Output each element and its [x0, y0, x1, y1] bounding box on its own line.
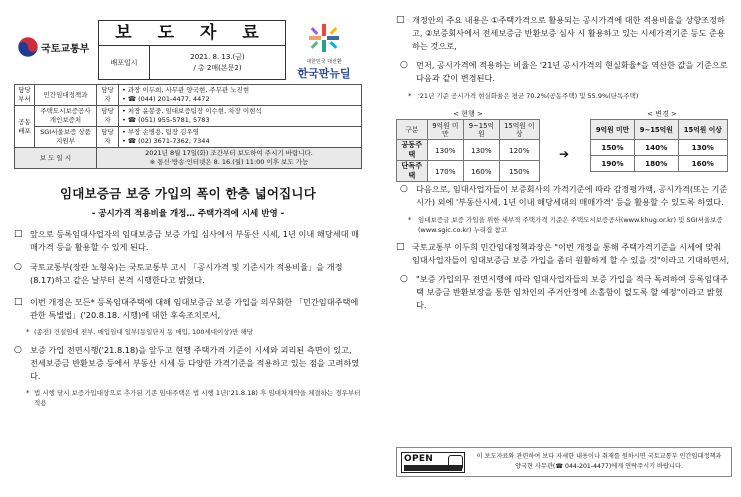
table-cell: 180% — [634, 156, 678, 172]
bullet-marker: ○ — [400, 274, 408, 284]
paragraph-text: 법 시행 당시 보증가입대상으로 추가된 기존 임대주택은 법 시행 1년('21.8.18) 후 임대차계약을 체결하는 경우부터 적용 — [34, 389, 361, 407]
left-body — [14, 228, 362, 408]
press-release-title: 보 도 자 료 — [98, 20, 286, 46]
new-deal-emblem-icon — [307, 22, 341, 54]
paragraph-text: '21년 기준 공시가격 현실화율은 평균 70.2%(공동주택) 및 55.9%(단독주택) — [418, 92, 639, 100]
table-header-cell: 9억원 미만 — [591, 120, 635, 140]
body-paragraph — [14, 296, 362, 322]
changed-rate-table — [590, 119, 728, 172]
row-header-cell: 공동주택 — [397, 140, 428, 161]
table-cell: 170% — [427, 161, 463, 182]
table-cell: 160% — [464, 161, 500, 182]
bullet-marker: ○ — [14, 345, 22, 355]
footnote — [14, 388, 362, 408]
kogl-open-badge — [401, 452, 465, 473]
table-row — [591, 140, 728, 156]
table-header-cell: 15억원 이상 — [678, 120, 727, 140]
body-paragraph — [396, 14, 731, 53]
bullet-marker: □ — [396, 15, 405, 25]
body-paragraph — [14, 261, 362, 287]
bullet-marker: * — [26, 328, 30, 336]
contact-line: • 처장 윤봉중, 임대보증팀장 이수현, 차장 이현석 — [122, 107, 262, 115]
footnote — [396, 91, 731, 101]
contact-dept: 민간임대정책과 — [35, 85, 97, 106]
brand-name: 한국판뉴딜 — [297, 67, 351, 80]
distribution-label: 배포일시 — [98, 46, 150, 80]
brand-subtitle: 대한민국 대전환 — [306, 59, 342, 65]
table-header-row — [397, 120, 540, 140]
ministry-logo — [14, 26, 98, 70]
contact-phone: • ☎ (051) 955-5781, 5783 — [122, 116, 210, 124]
footnote — [396, 215, 731, 235]
table-cell: 190% — [591, 156, 635, 172]
contact-section: 공동 배포 — [15, 106, 35, 148]
table-header-cell: 9~15억원 — [464, 120, 500, 140]
footer-text: 이 보도자료와 관련하여 보다 자세한 내용이나 취재를 원하시면 국토교통부 민간임대정책과 양국현 사무관(☎ 044-201-4477)에게 연락주시기 바랍니다. — [476, 453, 722, 470]
bullet-marker: * — [408, 216, 412, 224]
body-paragraph — [14, 344, 362, 383]
row-header-cell: 단독주택 — [397, 161, 428, 182]
table-row — [591, 156, 728, 172]
taegeuk-emblem-icon — [17, 36, 39, 58]
paragraph-text: 앞으로 등록임대사업자의 임대보증금 보증 가입 심사에서 부동산 시세, 1년 이내 해당세대 매매가격 등을 활용할 수 있게 된다. — [30, 229, 360, 252]
table-row — [397, 140, 540, 161]
press-header — [14, 20, 362, 82]
contact-dept: 주택도시보증공사 개인보증처 — [35, 106, 97, 127]
open-badge-label: OPEN — [404, 454, 434, 464]
korean-new-deal-logo — [286, 20, 362, 80]
subheadline: - 공시가격 적용비율 개정… 주택가격에 시세 반영 - — [91, 209, 285, 219]
license-icon — [448, 455, 463, 470]
bullet-marker: ○ — [400, 60, 408, 70]
table-header-cell: 9억원 미만 — [427, 120, 463, 140]
paragraph-text: 보증 가입 전면시행('21.8.18)을 앞두고 현행 주택가격 기준이 시세와 괴리된 측면이 있고, 전세보증금 반환보증 등에서 부동산 시세 등 다양한 가격기준을 적용하고 있는 점을 고려하였다. — [30, 345, 360, 381]
table-header-cell: 구분 — [397, 120, 428, 140]
table-cell: 120% — [499, 140, 539, 161]
bullet-marker: □ — [14, 297, 23, 307]
contact-footer — [396, 447, 732, 477]
ministry-name: 국토교통부 — [41, 44, 90, 55]
contact-role: 담당자 — [97, 85, 119, 106]
right-arrow-icon: ➔ — [559, 147, 570, 161]
paragraph-text: "보증 가입의무 전면시행에 따라 임대사업자들의 보증 가입을 적극 독려하여 등록임대주택 보증금 반환보장을 통한 임차인의 주거안정에 소홀함이 없도록 할 예정"이라고 밝혔다. — [416, 274, 728, 310]
contact-row — [15, 106, 362, 127]
contact-details — [119, 127, 362, 148]
publication-row — [15, 148, 362, 169]
table-cell: 130% — [464, 140, 500, 161]
table-header-row — [591, 120, 728, 140]
contact-line: • 부장 손병용, 팀장 김우영 — [122, 128, 199, 136]
publication-details — [97, 148, 362, 169]
publication-note: ※ 통신·방송·인터넷은 8. 16.(월) 11:00 이후 보도 가능 — [149, 158, 309, 166]
changed-table-caption: < 변경 > — [647, 110, 677, 118]
table-header-cell: 9~15억원 — [634, 120, 678, 140]
headline: 임대보증금 보증 가입의 폭이 한층 넓어집니다 — [60, 186, 316, 201]
distribution-date — [150, 46, 286, 80]
paragraph-text: 이번 개정은 모든* 등록임대주택에 대해 임대보증금 보증 가입을 의무화한 「민간임대주택에 관한 특별법」('20.8.18. 시행)에 대한 후속조치로서, — [30, 297, 359, 320]
bullet-marker: ○ — [14, 262, 22, 272]
bullet-marker: □ — [14, 229, 23, 239]
contact-row — [15, 85, 362, 106]
bullet-marker: □ — [396, 242, 405, 252]
current-table-caption: < 현행 > — [453, 110, 483, 118]
contact-role: 담당자 — [97, 106, 119, 127]
bullet-marker: ○ — [400, 184, 408, 194]
table-cell: 150% — [499, 161, 539, 182]
table-cell: 140% — [634, 140, 678, 156]
paragraph-text: (종전) 건설임대 전부, 매입임대 일부(동일단지 동 매입, 100세대이상)만 해당 — [34, 328, 254, 336]
table-cell: 150% — [591, 140, 635, 156]
contact-section: 담당 부서 — [15, 85, 35, 106]
current-rate-table — [396, 119, 540, 182]
table-header-cell: 15억원 이상 — [499, 120, 539, 140]
footnote — [14, 327, 362, 337]
paragraph-text: 먼저, 공시가격에 적용하는 비율은 '21년 공시가격의 현실화율*을 역산한 값을 기준으로 다음과 같이 변경된다. — [416, 60, 728, 83]
right-body-top — [396, 14, 731, 101]
contact-dept: SGI서울보증 상품지원부 — [35, 127, 97, 148]
body-paragraph — [396, 241, 731, 267]
distribution-pages-text: / 총 2매(본문2) — [193, 64, 242, 72]
paragraph-text: 국토교통부 이두희 민간임대정책과장은 "이번 개정을 통해 주택가격기준을 시세에 맞춰 임대사업자들이 임대보증금 보증 가입을 좀더 원활하게 할 수 있을 것"이라고 기대하면서, — [412, 242, 730, 265]
body-paragraph — [14, 228, 362, 254]
contact-row — [15, 127, 362, 148]
right-body-bottom — [396, 183, 731, 312]
paragraph-text: 다음으로, 임대사업자들이 보증회사의 가격기준에 따라 감정평가액, 공시가격(또는 기준시가) 외에 '부동산시세, 1년 이내 해당세대의 매매가격' 등을 활용할 수 있도록 하였다. — [416, 184, 728, 207]
bullet-marker: * — [26, 389, 30, 397]
rate-tables — [396, 109, 731, 180]
bullet-marker: * — [408, 92, 412, 100]
distribution-date-text: 2021. 8. 13.(금) — [190, 53, 245, 61]
contact-details — [119, 106, 362, 127]
contact-role: 담당자 — [97, 127, 119, 148]
paragraph-text: 국토교통부(장관 노형욱)는 국토교통부 고시 「공시가격 및 기준시가 적용비율」을 개정(8.17)하고 같은 날부터 본격 시행한다고 밝혔다. — [30, 262, 343, 285]
table-row — [397, 161, 540, 182]
contacts-table — [14, 84, 362, 169]
body-paragraph — [396, 59, 731, 85]
contact-details — [119, 85, 362, 106]
body-paragraph — [396, 273, 731, 312]
contact-phone: • ☎ (044) 201-4477, 4472 — [122, 95, 210, 103]
right-column — [396, 14, 731, 312]
contact-phone: • ☎ (02) 3671-7362, 7344 — [122, 137, 210, 145]
table-cell: 130% — [678, 140, 727, 156]
publication-line: 2021년 8월 17일(화) 조간부터 보도하여 주시기 바랍니다. — [145, 149, 313, 157]
paragraph-text: 임대보증금 보증 가입을 위한 세부적 주택가격 기준은 주택도시보증공사(www.khug.or.kr) 및 SGI서울보증(www.sgic.co.kr) 누리집 참고 — [418, 216, 723, 234]
body-paragraph — [396, 183, 731, 209]
publication-label: 보 도 일 시 — [15, 148, 97, 169]
paragraph-text: 개정안의 주요 내용은 ①주택가격으로 활용되는 공시가격에 대한 적용비율을 상향조정하고, ②보증회사에서 전세보증금 반환보증 심사 시 활용하고 있는 시세가격기준 등도 준용하는 것으로, — [412, 15, 725, 51]
table-cell: 160% — [678, 156, 727, 172]
contact-line: • 과장 이두희, 사무관 양국현, 주무관 노진현 — [122, 86, 250, 94]
left-column — [14, 20, 362, 408]
table-cell: 130% — [427, 140, 463, 161]
